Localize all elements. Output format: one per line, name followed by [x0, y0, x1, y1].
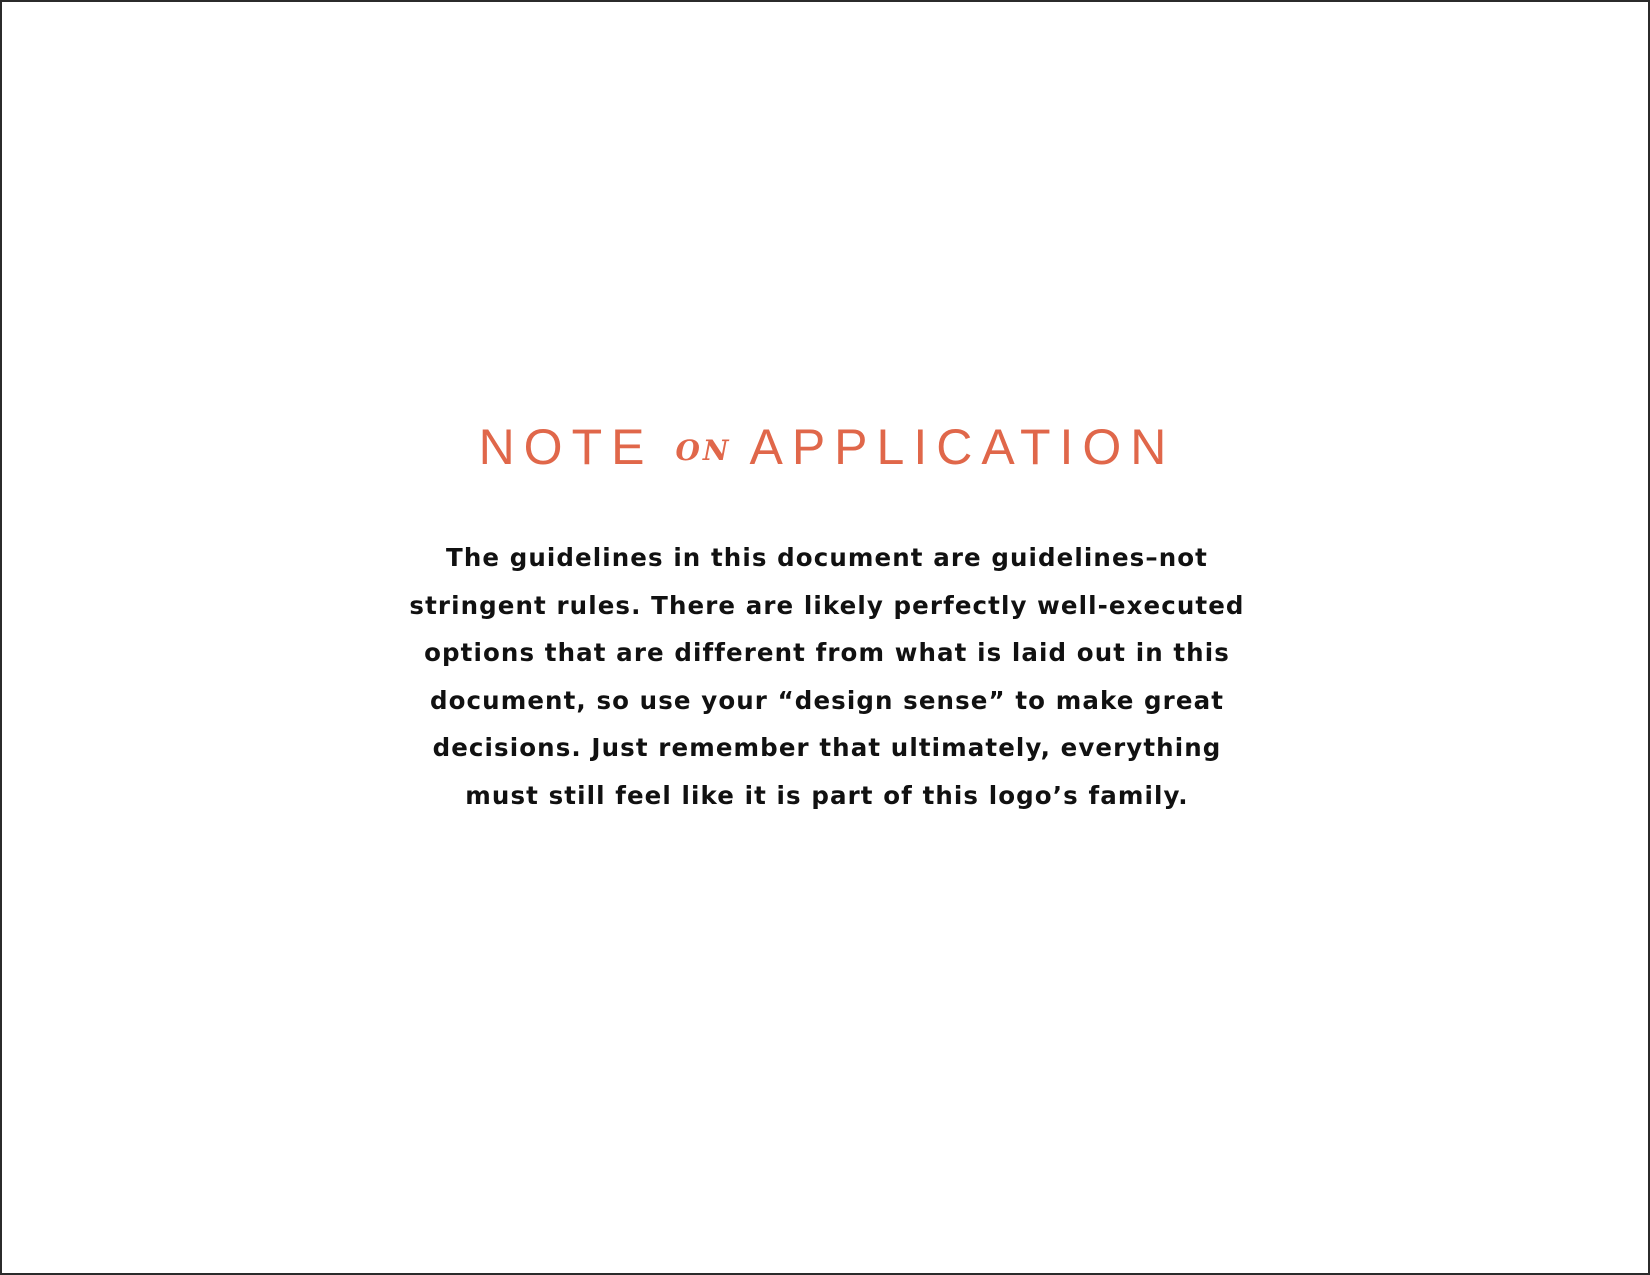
body-line-4: document, so use your “design sense” to make great	[429, 685, 1225, 715]
page-title	[2, 419, 1650, 476]
title-part-note: NOTE	[478, 419, 654, 475]
body-paragraph	[407, 534, 1247, 819]
body-line-6: must still feel like it is part of this logo’s family.	[465, 780, 1189, 810]
body-line-1: The guidelines in this document are guidelines–not	[446, 543, 1208, 572]
title-connector: ON	[675, 434, 732, 467]
note-section	[2, 419, 1650, 819]
body-line-3: options that are different from what is laid out in this	[424, 638, 1230, 667]
body-line-5: decisions. Just remember that ultimately, everything	[432, 733, 1222, 762]
body-line-2: stringent rules. There are likely perfectly well-executed	[409, 590, 1245, 620]
title-part-application: APPLICATION	[749, 419, 1176, 475]
